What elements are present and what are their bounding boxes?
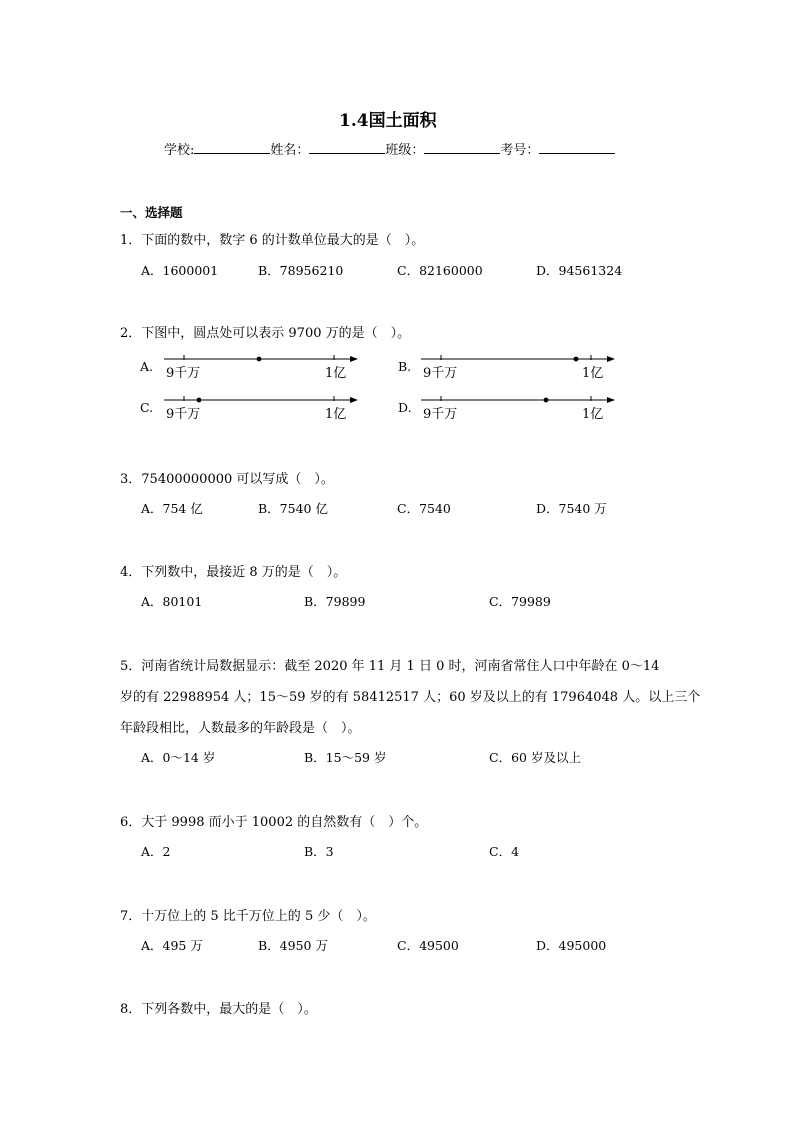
- option-d[interactable]: D.: [398, 400, 412, 415]
- end-label: 1亿: [325, 366, 347, 381]
- option-a[interactable]: A．2: [141, 844, 171, 859]
- question-stem: 7．十万位上的 5 比千万位上的 5 少（ ）。: [120, 909, 376, 924]
- number-line-a: [162, 350, 362, 386]
- question-stem: 3．75400000000 可以写成（ ）。: [120, 472, 334, 487]
- option-c[interactable]: C．7540: [397, 501, 451, 516]
- option-a[interactable]: A．0～14 岁: [141, 750, 216, 765]
- page-title: 1.4国土面积: [339, 111, 437, 131]
- number-line-c: [162, 391, 362, 427]
- option-b[interactable]: B．3: [304, 844, 334, 859]
- dot-marker: [574, 357, 579, 362]
- question-stem-line: 年龄段相比，人数最多的年龄段是（ ）。: [120, 721, 361, 736]
- student-info-line: [164, 139, 615, 158]
- option-b[interactable]: B．7540 亿: [258, 501, 328, 516]
- arrow-head: [607, 356, 615, 362]
- end-label: 1亿: [582, 407, 604, 422]
- option-b[interactable]: B．15～59 岁: [304, 750, 387, 765]
- option-a[interactable]: A．80101: [141, 594, 203, 609]
- option-d[interactable]: D．94561324: [536, 263, 623, 278]
- option-c[interactable]: C．79989: [489, 594, 551, 609]
- option-c[interactable]: C．82160000: [397, 263, 483, 278]
- option-a[interactable]: A.: [140, 359, 154, 374]
- class-label: 班级：: [385, 143, 425, 158]
- option-c[interactable]: C．60 岁及以上: [489, 750, 581, 765]
- option-a[interactable]: A．754 亿: [141, 501, 203, 516]
- dot-marker: [257, 357, 262, 362]
- option-c[interactable]: C．4: [489, 844, 520, 859]
- start-label: 9千万: [166, 407, 201, 422]
- question-stem-line: 5．河南省统计局数据显示：截至 2020 年 11 月 1 日 0 时，河南省常住人口中年龄在 0～14: [120, 659, 660, 674]
- option-c[interactable]: C．49500: [397, 938, 459, 953]
- number-line-d: [419, 391, 619, 427]
- option-c[interactable]: C.: [140, 400, 154, 415]
- arrow-head: [607, 397, 615, 403]
- end-label: 1亿: [582, 366, 604, 381]
- exam-no-blank[interactable]: [539, 141, 615, 154]
- name-blank[interactable]: [309, 141, 385, 154]
- number-line-b: [419, 350, 619, 386]
- start-label: 9千万: [166, 366, 201, 381]
- section-heading: 一、选择题: [120, 205, 183, 220]
- school-label: 学校:: [164, 143, 195, 158]
- class-blank[interactable]: [424, 141, 500, 154]
- arrow-head: [350, 397, 358, 403]
- option-d[interactable]: D．7540 万: [536, 501, 607, 516]
- dot-marker: [197, 398, 202, 403]
- option-b[interactable]: B．79899: [304, 594, 366, 609]
- question-stem: 2．下图中，圆点处可以表示 9700 万的是（ ）。: [120, 326, 411, 341]
- exam-no-label: 考号：: [500, 143, 540, 158]
- school-blank[interactable]: [194, 141, 270, 154]
- start-label: 9千万: [423, 407, 458, 422]
- option-d[interactable]: D．495000: [536, 938, 607, 953]
- question-stem: 8．下列各数中，最大的是（ ）。: [120, 1002, 317, 1017]
- question-stem: 1．下面的数中，数字 6 的计数单位最大的是（ ）。: [120, 233, 425, 248]
- start-label: 9千万: [423, 366, 458, 381]
- question-stem: 6．大于 9998 而小于 10002 的自然数有（ ）个。: [120, 815, 428, 830]
- dot-marker: [544, 398, 549, 403]
- end-label: 1亿: [325, 407, 347, 422]
- arrow-head: [350, 356, 358, 362]
- question-stem: 4．下列数中，最接近 8 万的是（ ）。: [120, 565, 347, 580]
- option-a[interactable]: A．1600001: [141, 263, 219, 278]
- option-b[interactable]: B．4950 万: [258, 938, 328, 953]
- option-b[interactable]: B．78956210: [258, 263, 344, 278]
- question-stem-line: 岁的有 22988954 人；15～59 岁的有 58412517 人；60 岁及以上的有 17964048 人。以上三个: [120, 690, 701, 705]
- option-a[interactable]: A．495 万: [141, 938, 203, 953]
- option-b[interactable]: B.: [398, 359, 412, 374]
- name-label: 姓名：: [270, 143, 310, 158]
